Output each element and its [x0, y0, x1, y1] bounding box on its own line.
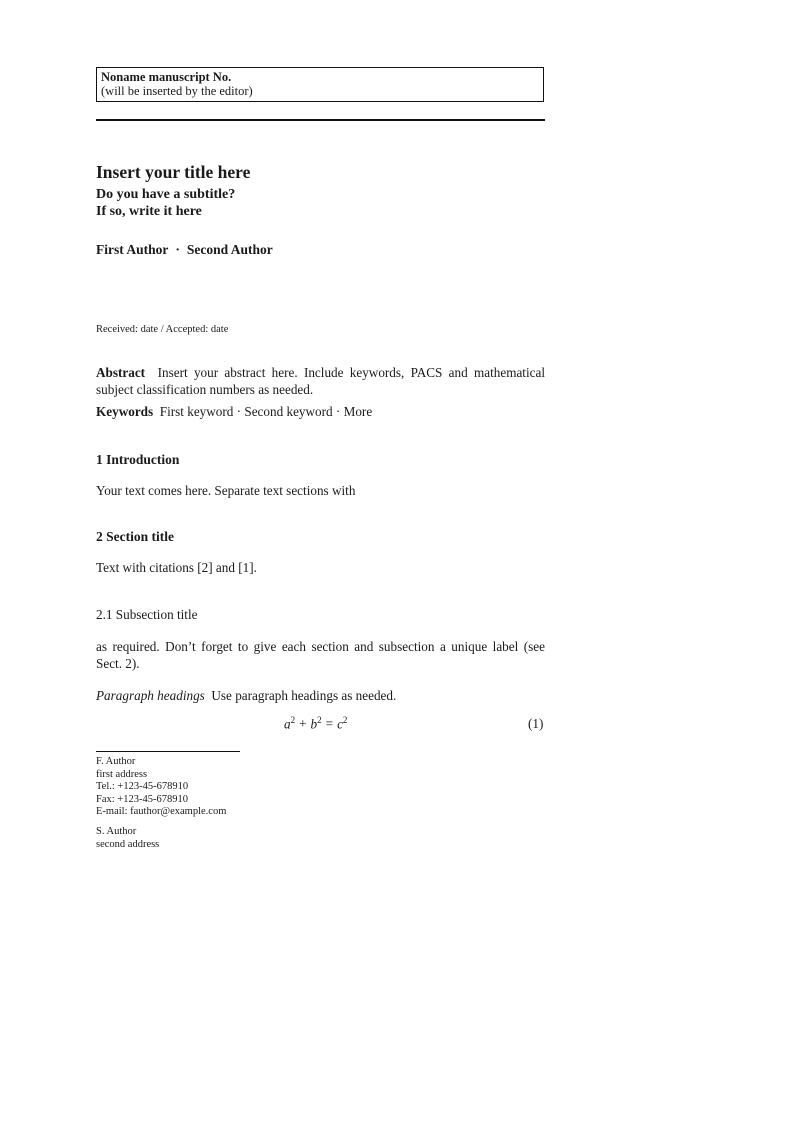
section-heading: 1 Introduction [96, 452, 180, 467]
header-rule [96, 119, 545, 121]
eq-exponent: 2 [317, 715, 322, 725]
editor-note: (will be inserted by the editor) [101, 84, 253, 98]
eq-equals: = [325, 716, 334, 732]
author-name: First Author [96, 242, 169, 257]
eq-term: a [284, 716, 291, 732]
footnote-second-author [96, 826, 159, 851]
keywords-text: First keyword · Second keyword · More [159, 404, 373, 419]
footnote-rule [96, 751, 240, 752]
section-text: Your text comes here. Separate text sections with [96, 483, 356, 498]
footnote-line: F. Author [96, 756, 136, 767]
author-separator: · [175, 242, 180, 257]
abstract [96, 364, 545, 398]
equation-number: (1) [528, 716, 544, 731]
author-name: Second Author [186, 242, 273, 257]
footnote-first-author [96, 756, 226, 819]
subsection-heading: 2.1 Subsection title [96, 607, 198, 622]
keywords-label: Keywords [96, 404, 154, 419]
paragraph-text: Use paragraph headings as needed. [211, 688, 397, 703]
footnote-line: Tel.: +123-45-678910 [96, 781, 189, 792]
abstract-label: Abstract [96, 365, 146, 380]
abstract-text: Insert your abstract here. Include keywords, PACS and mathematical subject classification numbers as needed. [96, 365, 546, 397]
manuscript-label: Noname manuscript No. [101, 70, 232, 84]
manuscript-number-box [96, 67, 544, 102]
eq-exponent: 2 [290, 715, 296, 725]
keywords [96, 404, 372, 420]
eq-plus: + [299, 716, 307, 732]
subtitle-line: Do you have a subtitle? [96, 187, 236, 202]
section-heading: 2 Section title [96, 529, 174, 544]
footnote-line: second address [96, 838, 160, 850]
subtitle-line: If so, write it here [96, 204, 202, 219]
footnote-line: Fax: +123-45-678910 [96, 793, 188, 805]
paper-title: Insert your title here [96, 162, 251, 182]
eq-exponent: 2 [342, 715, 348, 725]
subsection-text: as required. Don’t forget to give each section and subsection a unique label (see Sect. 2). [96, 639, 545, 671]
received-accepted-dates: Received: date / Accepted: date [96, 324, 229, 335]
footnote-email: E-mail: fauthor@example.com [96, 806, 227, 817]
author-list [96, 242, 273, 258]
footnote-line: S. Author [96, 826, 137, 837]
equation [284, 715, 347, 732]
section-text: Text with citations [2] and [1]. [96, 560, 257, 575]
paragraph-heading: Paragraph headings [96, 688, 205, 703]
footnote-line: first address [96, 768, 148, 780]
paper-subtitle [96, 186, 235, 220]
eq-term: b [310, 716, 318, 732]
eq-term: c [337, 716, 343, 732]
paragraph [96, 688, 396, 704]
